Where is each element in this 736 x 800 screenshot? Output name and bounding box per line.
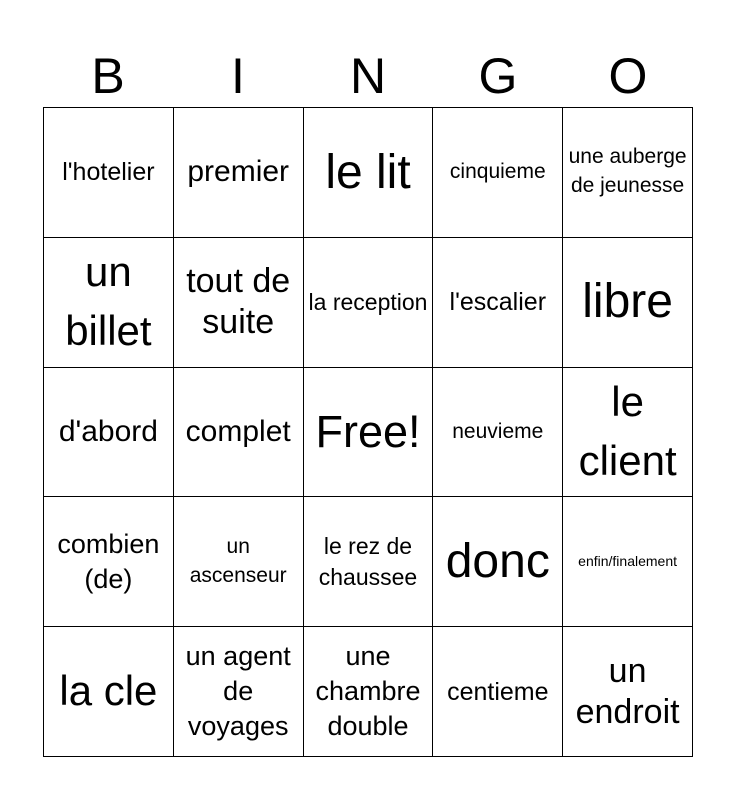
cell-text: la reception <box>308 288 428 315</box>
cell-text: le client <box>578 378 677 484</box>
cell-text: une chambre double <box>315 640 421 742</box>
cell-text: l'hotelier <box>62 158 155 187</box>
header-letter-n: N <box>349 48 387 104</box>
cell-text: neuvieme <box>452 419 544 443</box>
bingo-cell[interactable] <box>304 108 434 238</box>
bingo-cell[interactable] <box>174 627 304 757</box>
cell-text: premier <box>187 155 290 189</box>
cell-text: un billet <box>65 248 152 355</box>
bingo-cell[interactable] <box>44 368 174 498</box>
cell-text: un ascenseur <box>189 534 287 587</box>
free-space[interactable] <box>304 368 434 498</box>
cell-text: d'abord <box>58 414 158 448</box>
bingo-cell[interactable] <box>433 368 563 498</box>
bingo-cell[interactable] <box>433 108 563 238</box>
cell-text: libre <box>582 275 673 329</box>
cell-text: tout de suite <box>186 262 291 342</box>
bingo-cell[interactable] <box>174 368 304 498</box>
bingo-cell[interactable] <box>304 627 434 757</box>
bingo-cell[interactable] <box>304 238 434 368</box>
bingo-cell[interactable] <box>433 627 563 757</box>
bingo-cell[interactable] <box>44 238 174 368</box>
bingo-cell[interactable] <box>174 497 304 627</box>
cell-text: enfin/finalement <box>578 553 678 570</box>
bingo-cell[interactable] <box>433 497 563 627</box>
bingo-header <box>43 44 693 108</box>
free-space-label: Free! <box>315 405 421 457</box>
cell-text: un agent de voyages <box>185 640 291 742</box>
cell-text: centieme <box>447 677 549 706</box>
header-letter-b: B <box>91 48 125 104</box>
bingo-cell[interactable] <box>563 627 693 757</box>
bingo-cell[interactable] <box>174 238 304 368</box>
bingo-cell[interactable] <box>563 368 693 498</box>
cell-text: cinquieme <box>449 159 546 183</box>
bingo-cell[interactable] <box>44 497 174 627</box>
bingo-cell[interactable] <box>304 497 434 627</box>
cell-text: le rez de chaussee <box>318 533 418 590</box>
header-letter-o: O <box>608 48 648 104</box>
cell-text: le lit <box>325 145 411 199</box>
cell-text: l'escalier <box>449 288 547 317</box>
cell-text: combien (de) <box>57 528 160 594</box>
cell-text: un endroit <box>575 651 680 731</box>
bingo-cell[interactable] <box>174 108 304 238</box>
cell-text: la cle <box>59 667 158 715</box>
bingo-cell[interactable] <box>433 238 563 368</box>
bingo-board <box>43 107 693 757</box>
bingo-cell[interactable] <box>44 108 174 238</box>
cell-text: donc <box>445 534 550 588</box>
bingo-cell[interactable] <box>563 238 693 368</box>
header-letter-g: G <box>478 48 518 104</box>
bingo-cell[interactable] <box>563 497 693 627</box>
cell-text: complet <box>185 414 291 448</box>
bingo-cell[interactable] <box>563 108 693 238</box>
header-letter-i: I <box>231 48 245 104</box>
cell-text: une auberge de jeunesse <box>568 145 687 198</box>
bingo-cell[interactable] <box>44 627 174 757</box>
